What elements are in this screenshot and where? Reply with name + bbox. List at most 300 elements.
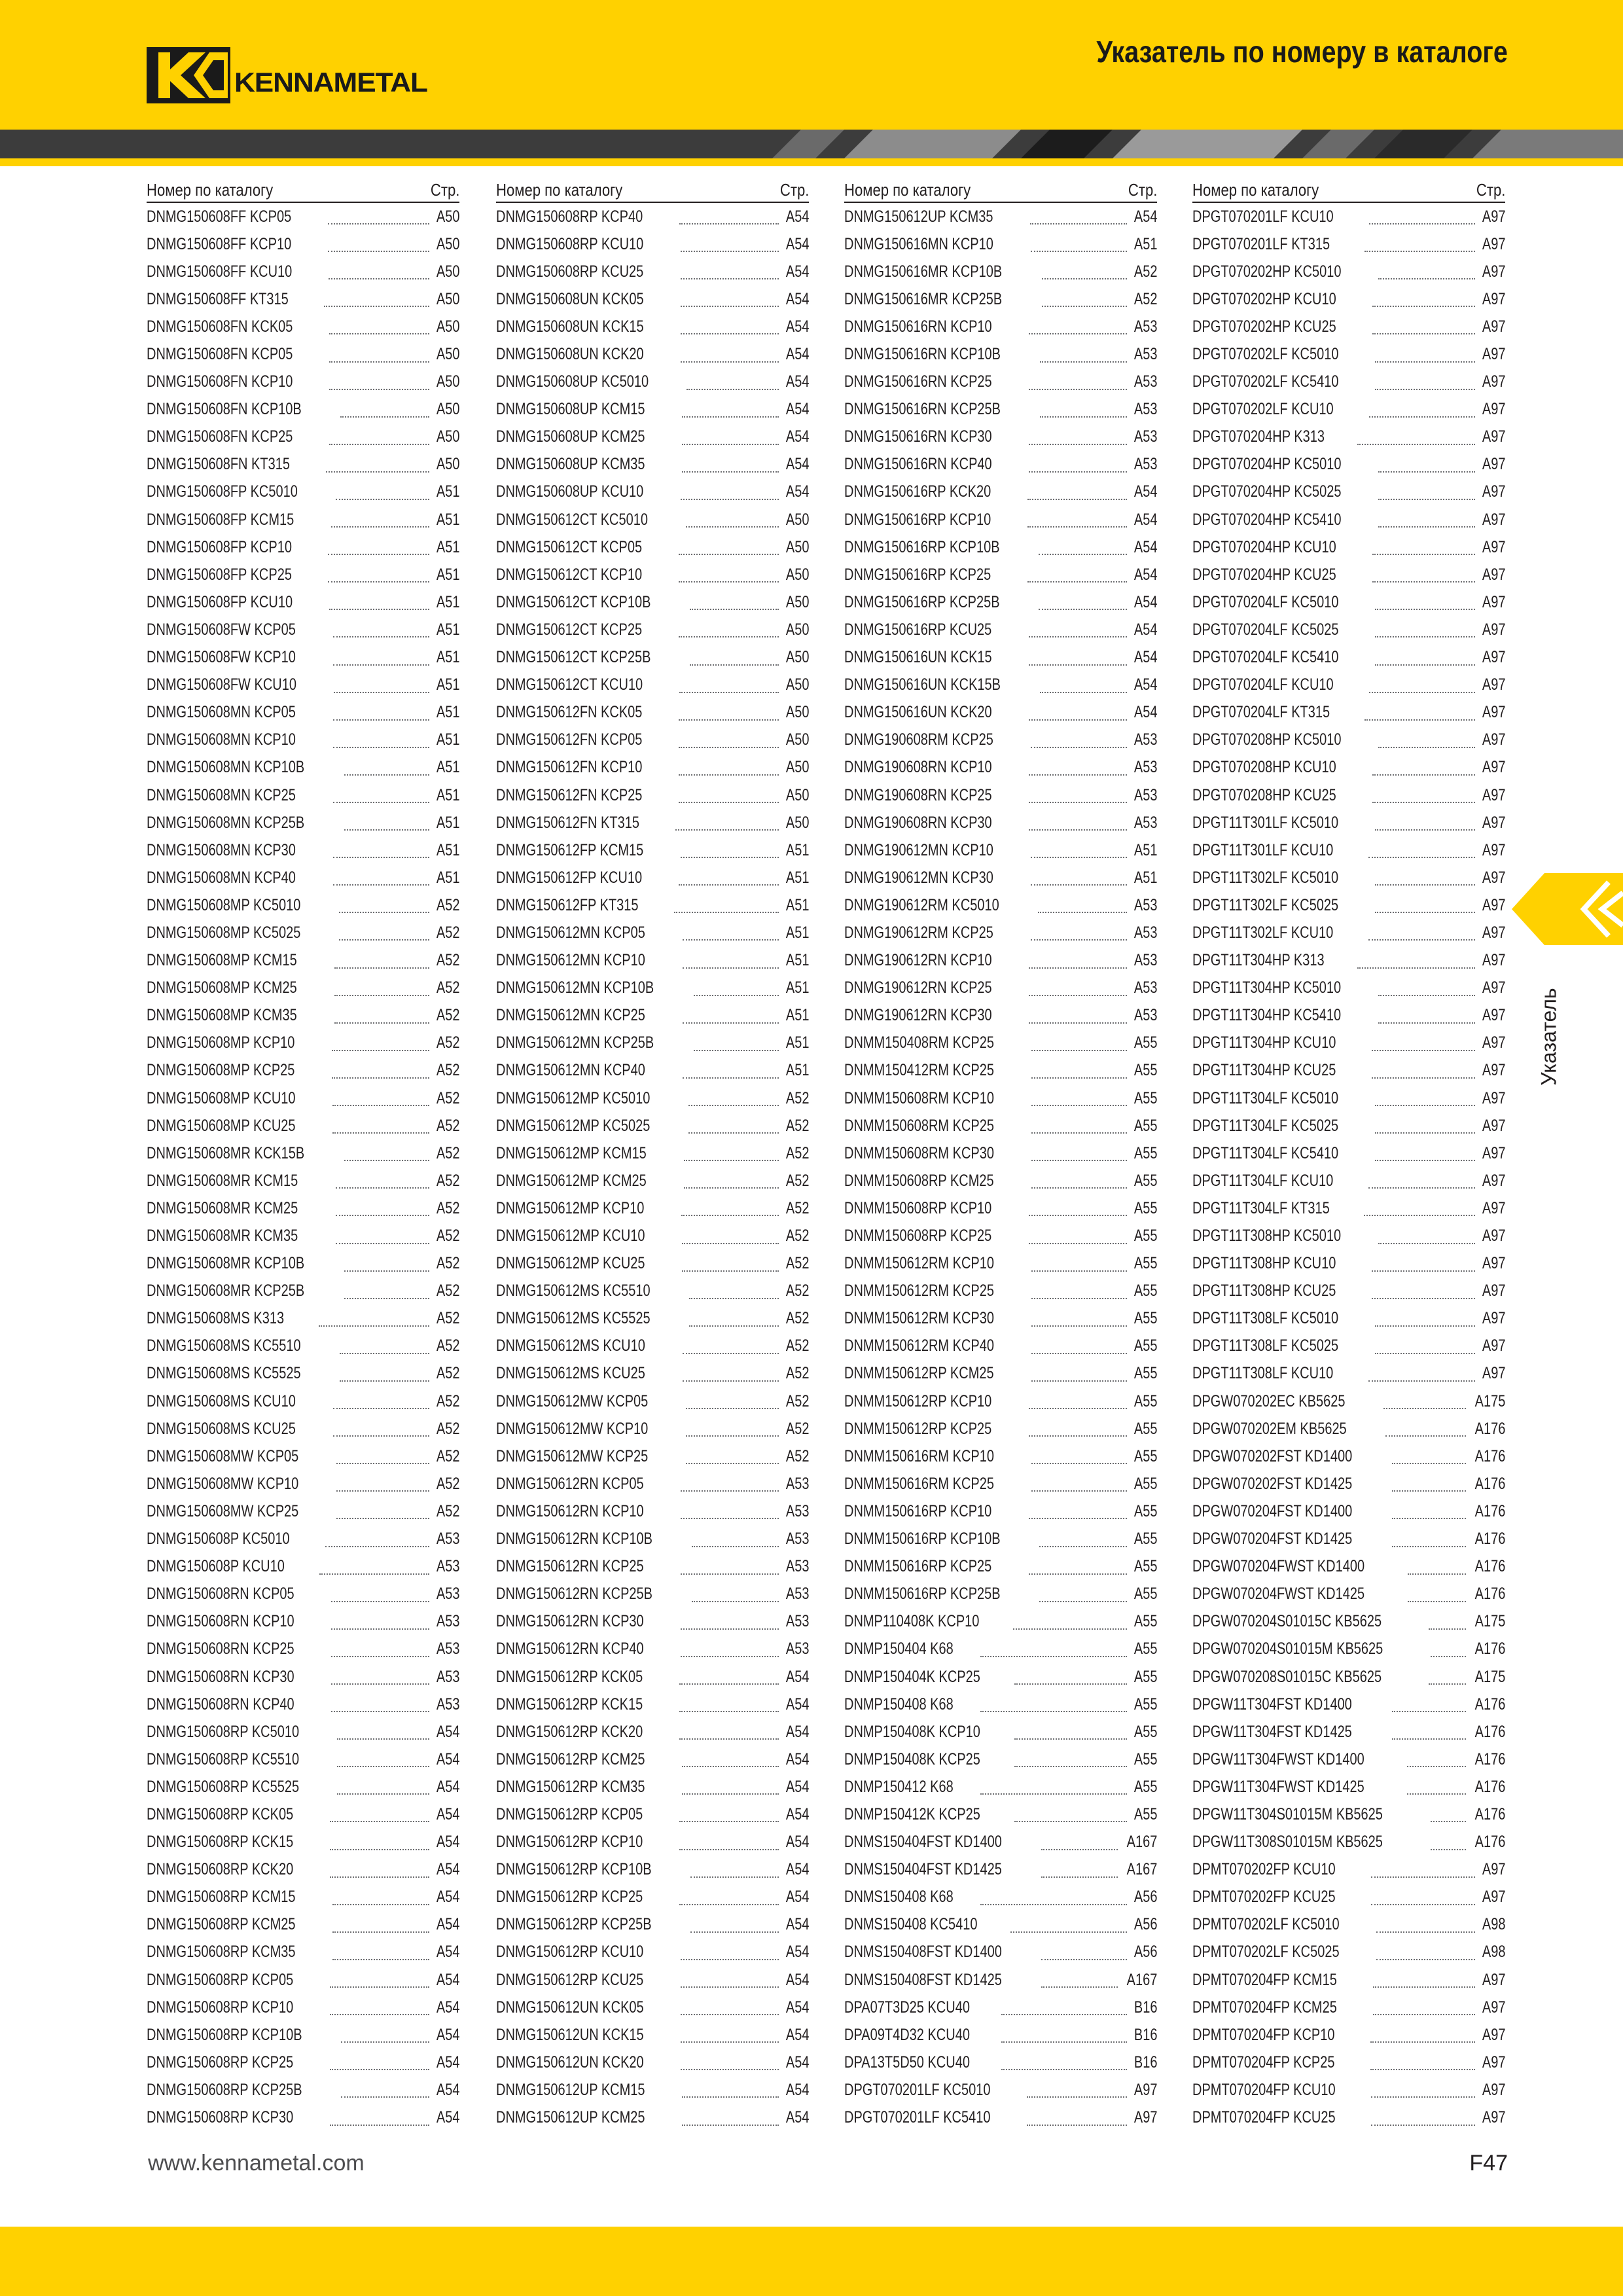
catalog-number: DNMG150612RP KCM25 xyxy=(496,1749,645,1768)
dot-leader xyxy=(344,760,429,776)
page-reference: A50 xyxy=(785,813,809,832)
page-reference: A52 xyxy=(436,1116,459,1135)
index-entry xyxy=(844,2049,1157,2076)
page-reference: A50 xyxy=(436,262,459,281)
page-reference: A50 xyxy=(436,289,459,308)
catalog-number: DNMG150608RN KCP40 xyxy=(147,1695,294,1713)
dot-leader xyxy=(340,402,429,418)
catalog-number: DNMG150612RP KCP05 xyxy=(496,1804,643,1823)
page-reference: A54 xyxy=(785,1860,809,1879)
catalog-number: DNMG150608FN KCK05 xyxy=(147,317,293,336)
catalog-number: DNMG150608RP KCP25 xyxy=(147,2053,294,2072)
dot-leader xyxy=(1031,925,1127,941)
page-reference: A54 xyxy=(436,1943,459,1962)
page-reference: A55 xyxy=(1133,1419,1157,1438)
page-reference: A52 xyxy=(436,1254,459,1273)
dot-leader xyxy=(694,980,779,996)
index-entry xyxy=(1192,1994,1505,2021)
index-rows xyxy=(147,203,459,2132)
dot-leader xyxy=(1378,484,1474,500)
page-reference: A52 xyxy=(436,1391,459,1410)
index-entry xyxy=(147,478,459,506)
catalog-number: DPA13T5D50 KCU40 xyxy=(844,2053,970,2072)
index-entry xyxy=(496,258,809,285)
dot-leader xyxy=(980,1696,1126,1712)
catalog-number: DNMG150612CT KCU10 xyxy=(496,675,643,694)
page-reference: A53 xyxy=(1133,372,1157,391)
catalog-number: DNMG190608RN KCP30 xyxy=(844,813,992,832)
catalog-number: DNMG150612MS KCU25 xyxy=(496,1364,645,1383)
catalog-number: DNMG150616UN KCK15 xyxy=(844,648,992,667)
dot-leader xyxy=(1031,236,1127,252)
dot-leader xyxy=(1027,512,1126,528)
catalog-number: DNMG150608MR KCP25B xyxy=(147,1282,305,1300)
catalog-number: DNMG150612RP KCK20 xyxy=(496,1722,643,1741)
dot-leader xyxy=(1029,815,1126,831)
index-entry xyxy=(1192,2076,1505,2104)
catalog-number: DNMG150612CT KCP10 xyxy=(496,565,643,584)
dot-leader xyxy=(330,1835,429,1850)
page-reference: A176 xyxy=(1474,1419,1505,1438)
dot-leader xyxy=(1431,1806,1466,1822)
catalog-number: DPGT11T304LF KT315 xyxy=(1192,1198,1330,1217)
index-entry xyxy=(1192,781,1505,809)
dot-leader xyxy=(1375,594,1474,610)
catalog-number: DNMG150608MN KCP25B xyxy=(147,813,305,832)
catalog-number: DNMP150404K KCP25 xyxy=(844,1667,980,1686)
catalog-number: DNMS150404FST KD1400 xyxy=(844,1833,1002,1852)
catalog-number: DNMG150608UP KCM25 xyxy=(496,427,645,446)
page-reference: A51 xyxy=(436,730,459,749)
index-entry xyxy=(844,561,1157,588)
page-reference: A55 xyxy=(1133,1061,1157,1080)
index-entry xyxy=(1192,2104,1505,2131)
page-reference: A54 xyxy=(436,1833,459,1852)
dot-leader xyxy=(681,1614,778,1630)
index-entry xyxy=(147,919,459,946)
catalog-number: DNMG150608MP KCM25 xyxy=(147,978,297,997)
page-title: Указатель по номеру в каталоге xyxy=(1096,35,1508,69)
page-reference: A51 xyxy=(436,840,459,859)
catalog-number: DPGT11T304LF KCU10 xyxy=(1192,1171,1334,1190)
page-reference: A54 xyxy=(785,1777,809,1796)
catalog-number: DNMG150612UP KCM15 xyxy=(496,2080,645,2099)
dot-leader xyxy=(1369,677,1475,693)
catalog-number: DNMP150408K KCP10 xyxy=(844,1722,980,1741)
column-header-page: Стр. xyxy=(1476,180,1505,200)
page-reference: A53 xyxy=(1133,400,1157,419)
catalog-number: DNMG190612RM KCP25 xyxy=(844,923,993,942)
page-reference: A51 xyxy=(785,840,809,859)
header-stripe xyxy=(0,130,1623,158)
page-reference: A55 xyxy=(1133,1171,1157,1190)
page-reference: A97 xyxy=(1482,537,1505,556)
page-reference: A53 xyxy=(1133,895,1157,914)
page-reference: A52 xyxy=(785,1171,809,1190)
catalog-number: DPGW070202EM KB5625 xyxy=(1192,1419,1347,1438)
index-entry xyxy=(147,1636,459,1663)
index-entry xyxy=(1192,1498,1505,1525)
index-entry xyxy=(147,1470,459,1498)
page-reference: A97 xyxy=(1482,1364,1505,1383)
dot-leader xyxy=(1031,1283,1126,1299)
dot-leader xyxy=(679,1724,778,1740)
dot-leader xyxy=(1392,1503,1465,1519)
catalog-number: DNMG150612FN KCP25 xyxy=(496,785,643,804)
page-reference: A54 xyxy=(785,1833,809,1852)
index-entry xyxy=(147,506,459,533)
index-entry xyxy=(147,1939,459,1966)
dot-leader xyxy=(1372,567,1475,583)
page-reference: A98 xyxy=(1482,1943,1505,1962)
index-entry xyxy=(844,809,1157,836)
page-reference: A97 xyxy=(1482,1198,1505,1217)
dot-leader xyxy=(1040,402,1127,418)
index-entry xyxy=(496,1250,809,1278)
page-reference: A176 xyxy=(1474,1804,1505,1823)
index-entry xyxy=(1192,506,1505,533)
index-entry xyxy=(844,230,1157,258)
dot-leader xyxy=(1029,787,1126,803)
dot-leader xyxy=(679,1890,778,1905)
index-entry xyxy=(1192,1250,1505,1278)
dot-leader xyxy=(1373,2000,1474,2015)
catalog-number: DNMG150608MR KCM15 xyxy=(147,1171,298,1190)
index-entry xyxy=(844,1856,1157,1884)
index-entry xyxy=(147,836,459,864)
index-entry xyxy=(844,754,1157,781)
page-reference: A175 xyxy=(1474,1667,1505,1686)
footer-website-link[interactable]: www.kennametal.com xyxy=(148,2151,365,2176)
catalog-number: DNMG150608P KCU10 xyxy=(147,1557,285,1576)
dot-leader xyxy=(682,1779,778,1795)
index-entry xyxy=(844,588,1157,616)
catalog-number: DPGT11T304HP KC5410 xyxy=(1192,1006,1342,1025)
catalog-number: DNMG150612MN KCP25B xyxy=(496,1033,654,1052)
page-reference: A52 xyxy=(785,1088,809,1107)
dot-leader xyxy=(681,2027,778,2043)
dot-leader xyxy=(682,429,778,445)
index-entry xyxy=(496,1856,809,1884)
dot-leader xyxy=(1029,760,1126,776)
dot-leader xyxy=(1041,1945,1126,1960)
page-reference: A97 xyxy=(1482,1336,1505,1355)
dot-leader xyxy=(337,1751,429,1767)
page-reference: A55 xyxy=(1133,1364,1157,1383)
catalog-number: DNMP110408K KCP10 xyxy=(844,1612,980,1631)
index-entry xyxy=(844,423,1157,451)
index-entry xyxy=(147,533,459,561)
footer-page-number: F47 xyxy=(1469,2151,1508,2176)
dot-leader xyxy=(1392,1724,1466,1740)
index-entry xyxy=(147,423,459,451)
dot-leader xyxy=(1375,870,1475,886)
index-entry xyxy=(1192,1470,1505,1498)
index-entry xyxy=(496,368,809,396)
page-reference: A97 xyxy=(1482,2053,1505,2072)
index-entry xyxy=(844,947,1157,975)
dot-leader xyxy=(1378,980,1475,996)
page-reference: A52 xyxy=(436,1282,459,1300)
index-entry xyxy=(1192,1057,1505,1085)
index-entry xyxy=(844,975,1157,1002)
index-entry xyxy=(147,672,459,699)
index-entry xyxy=(1192,533,1505,561)
catalog-number: DPGT11T301LF KCU10 xyxy=(1192,840,1334,859)
page-reference: A97 xyxy=(1482,1888,1505,1907)
catalog-number: DNMG150608FF KCP05 xyxy=(147,207,292,226)
dot-leader xyxy=(328,567,429,583)
index-entry xyxy=(1192,451,1505,478)
index-entry xyxy=(496,1030,809,1057)
page-reference: A54 xyxy=(785,1998,809,2017)
dot-leader xyxy=(1372,291,1475,307)
dot-leader xyxy=(331,1696,429,1712)
catalog-number: DNMG150608UN KCK15 xyxy=(496,317,644,336)
catalog-number: DPGT11T302LF KCU10 xyxy=(1192,923,1334,942)
catalog-number: DNMG190608RN KCP10 xyxy=(844,758,992,777)
page-reference: A52 xyxy=(1133,289,1157,308)
dot-leader xyxy=(324,291,429,307)
page-reference: A52 xyxy=(436,1364,459,1383)
page-reference: A53 xyxy=(1133,813,1157,832)
page-reference: A98 xyxy=(1482,1915,1505,1934)
catalog-number: DNMG150608RP KC5525 xyxy=(147,1777,300,1796)
dot-leader xyxy=(1029,1559,1127,1575)
page-reference: A97 xyxy=(1482,951,1505,970)
index-column-3 xyxy=(844,178,1157,2132)
index-entry xyxy=(1192,1553,1505,1581)
page-reference: A53 xyxy=(436,1557,459,1576)
index-entry xyxy=(1192,1333,1505,1360)
dot-leader xyxy=(1371,1862,1474,1878)
dot-leader xyxy=(1029,1421,1127,1437)
page-reference: A54 xyxy=(1133,620,1157,639)
page-reference: A51 xyxy=(1133,868,1157,887)
catalog-number: DPGT070201LF KT315 xyxy=(1192,234,1330,253)
catalog-number: DPGT070204LF KC5410 xyxy=(1192,648,1339,667)
index-entry xyxy=(844,1691,1157,1718)
index-entry xyxy=(496,1718,809,1746)
index-entry xyxy=(147,285,459,313)
dot-leader xyxy=(1031,1063,1126,1079)
page-reference: A97 xyxy=(1482,592,1505,611)
page-reference: A97 xyxy=(1482,2108,1505,2127)
index-entry xyxy=(496,1608,809,1636)
dot-leader xyxy=(333,1393,429,1409)
dot-leader xyxy=(1031,1035,1126,1051)
column-header xyxy=(844,178,1157,203)
page-reference: A54 xyxy=(436,2108,459,2127)
index-entry xyxy=(147,258,459,285)
page-reference: A53 xyxy=(1133,427,1157,446)
dot-leader xyxy=(330,1972,429,1988)
catalog-number: DNMG150616RP KCK20 xyxy=(844,482,991,501)
catalog-number: DNMG150612FP KCM15 xyxy=(496,840,644,859)
index-entry xyxy=(496,561,809,588)
index-entry xyxy=(844,396,1157,423)
dot-leader xyxy=(333,870,429,886)
catalog-number: DPGT11T304LF KC5410 xyxy=(1192,1143,1339,1162)
dot-leader xyxy=(1375,1338,1475,1354)
dot-leader xyxy=(328,236,429,252)
dot-leader xyxy=(1375,347,1474,363)
index-entry xyxy=(496,2104,809,2131)
index-entry xyxy=(147,754,459,781)
dot-leader xyxy=(690,650,779,666)
page-reference: A54 xyxy=(785,372,809,391)
page-reference: A53 xyxy=(785,1612,809,1631)
dot-leader xyxy=(1372,1256,1474,1272)
side-tab-label xyxy=(1533,965,1565,1109)
page-reference: A97 xyxy=(1482,289,1505,308)
dot-leader xyxy=(1364,1200,1474,1216)
catalog-number: DNMG150608P KC5010 xyxy=(147,1530,290,1549)
page-reference: A54 xyxy=(785,345,809,364)
page-reference: A97 xyxy=(1482,813,1505,832)
dot-leader xyxy=(334,953,429,969)
catalog-number: DNMM150612RM KCP10 xyxy=(844,1254,994,1273)
catalog-number: DNMG150612MP KCU10 xyxy=(496,1227,645,1246)
catalog-number: DNMG150612MN KCP10B xyxy=(496,978,654,997)
page-reference: A54 xyxy=(1133,207,1157,226)
page-reference: A52 xyxy=(785,1282,809,1300)
page-reference: A97 xyxy=(1482,758,1505,777)
page-reference: A52 xyxy=(436,1088,459,1107)
index-entry xyxy=(1192,1691,1505,1718)
catalog-number: DNMG150608MN KCP05 xyxy=(147,703,296,722)
index-entry xyxy=(147,1966,459,1994)
catalog-number: DNMS150404FST KD1425 xyxy=(844,1860,1002,1879)
index-entry xyxy=(147,975,459,1002)
catalog-number: DNMG150608RP KCK15 xyxy=(147,1833,294,1852)
dot-leader xyxy=(1027,484,1126,500)
page-reference: A55 xyxy=(1133,1033,1157,1052)
dot-leader xyxy=(319,1311,429,1327)
page-reference: A54 xyxy=(785,455,809,474)
page-reference: A54 xyxy=(436,2080,459,2099)
index-entry xyxy=(844,891,1157,919)
page-reference: B16 xyxy=(1133,1998,1157,2017)
catalog-number: DNMG150608MP KC5025 xyxy=(147,923,301,942)
dot-leader xyxy=(1378,264,1474,279)
index-entry xyxy=(496,1636,809,1663)
page-reference: A50 xyxy=(785,620,809,639)
index-entry xyxy=(147,2076,459,2104)
page-reference: A54 xyxy=(436,1998,459,2017)
catalog-number: DNMG150608RP KCK05 xyxy=(147,1804,294,1823)
page-reference: A55 xyxy=(1133,1309,1157,1328)
page-reference: A54 xyxy=(785,234,809,253)
index-entry xyxy=(1192,1388,1505,1415)
catalog-number: DNMG150612CT KCP25B xyxy=(496,648,651,667)
dot-leader xyxy=(329,264,429,279)
catalog-number: DNMG150608MS KC5525 xyxy=(147,1364,301,1383)
dot-leader xyxy=(1378,1229,1475,1244)
index-entry xyxy=(844,368,1157,396)
index-entry xyxy=(1192,644,1505,672)
catalog-number: DNMG150608RN KCP05 xyxy=(147,1585,294,1604)
dot-leader xyxy=(332,1890,429,1905)
catalog-number: DNMG150612MP KC5010 xyxy=(496,1088,651,1107)
dot-leader xyxy=(694,1035,779,1051)
column-header-code: Номер по каталогу xyxy=(496,180,623,200)
dot-leader xyxy=(681,1200,779,1216)
index-entry xyxy=(844,1801,1157,1828)
index-section-tab-icon[interactable] xyxy=(1512,873,1623,945)
page-reference: A56 xyxy=(1133,1943,1157,1962)
dot-leader xyxy=(331,512,429,528)
page-reference: A97 xyxy=(1482,1254,1505,1273)
dot-leader xyxy=(682,402,778,418)
catalog-number: DNMG150608FN KCP10B xyxy=(147,400,302,419)
index-entry xyxy=(496,1553,809,1581)
dot-leader xyxy=(1031,1338,1126,1354)
dot-leader xyxy=(679,760,778,776)
dot-leader xyxy=(340,1366,429,1382)
catalog-number: DNMG150608UP KC5010 xyxy=(496,372,649,391)
dot-leader xyxy=(329,347,429,363)
dot-leader xyxy=(1041,1862,1118,1878)
catalog-number: DNMG150612RP KCP25 xyxy=(496,1888,643,1907)
page-reference: A51 xyxy=(436,620,459,639)
index-entry xyxy=(496,864,809,891)
catalog-number: DPMT070202LF KC5010 xyxy=(1192,1915,1340,1934)
index-entry xyxy=(147,1388,459,1415)
catalog-number: DPGT11T308LF KC5010 xyxy=(1192,1309,1339,1328)
page-reference: A176 xyxy=(1474,1474,1505,1493)
page-reference: A53 xyxy=(1133,758,1157,777)
catalog-number: DPGT070201LF KC5410 xyxy=(844,2108,991,2127)
catalog-number: DNMG150612RN KCP30 xyxy=(496,1612,644,1631)
catalog-number: DPGT11T304HP KC5010 xyxy=(1192,978,1342,997)
index-entry xyxy=(496,230,809,258)
dot-leader xyxy=(330,2110,429,2126)
dot-leader xyxy=(1372,1283,1474,1299)
page-reference: A55 xyxy=(1133,1116,1157,1135)
page-reference: A52 xyxy=(436,978,459,997)
index-entry xyxy=(844,2104,1157,2131)
dot-leader xyxy=(332,1917,429,1933)
page-reference: A54 xyxy=(785,1722,809,1741)
index-entry xyxy=(496,672,809,699)
catalog-number: DNMS150408FST KD1425 xyxy=(844,1970,1002,1989)
index-entry xyxy=(496,1002,809,1030)
page-reference: A51 xyxy=(436,592,459,611)
dot-leader xyxy=(336,1503,429,1519)
catalog-number: DNMG150612RN KCP40 xyxy=(496,1640,644,1659)
page-reference: A176 xyxy=(1474,1833,1505,1852)
index-entry xyxy=(147,809,459,836)
catalog-number: DNMG150612CT KCP10B xyxy=(496,592,651,611)
page-reference: A97 xyxy=(1482,345,1505,364)
page-reference: A54 xyxy=(785,1804,809,1823)
page-reference: A53 xyxy=(436,1585,459,1604)
catalog-number: DNMG150608UP KCM15 xyxy=(496,400,645,419)
dot-leader xyxy=(334,1008,429,1024)
page-reference: A51 xyxy=(785,951,809,970)
catalog-number: DNMG150616RN KCP10B xyxy=(844,345,1001,364)
page-reference: A167 xyxy=(1126,1833,1157,1852)
dot-leader xyxy=(690,1862,779,1878)
page-reference: A52 xyxy=(436,951,459,970)
catalog-number: DPGT070204HP KCU25 xyxy=(1192,565,1336,584)
page-reference: A53 xyxy=(436,1640,459,1659)
page-reference: A54 xyxy=(785,1695,809,1713)
dot-leader xyxy=(1038,897,1127,913)
page-reference: A54 xyxy=(1133,565,1157,584)
index-entry xyxy=(496,1746,809,1773)
